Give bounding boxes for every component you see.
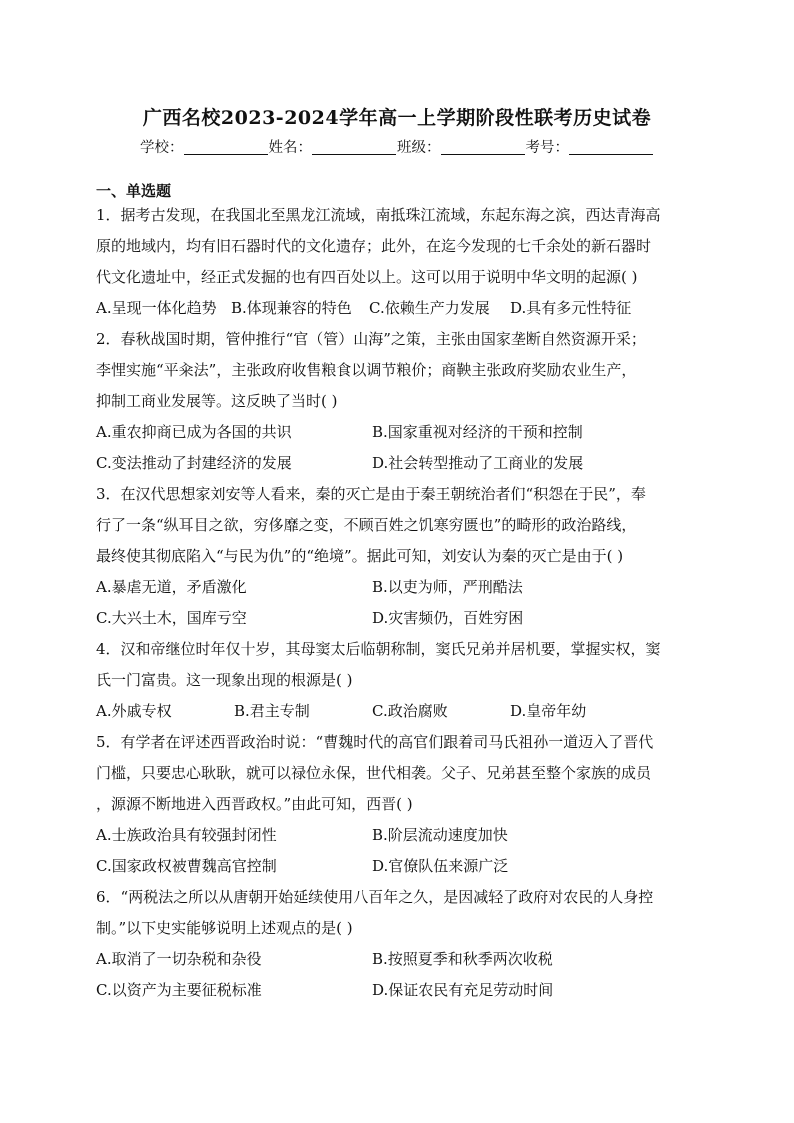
option-b[interactable]: B.按照夏季和秋季两次收税 bbox=[372, 950, 553, 968]
option-b[interactable]: B.以吏为师，严刑酷法 bbox=[372, 578, 523, 596]
number-label: 考号： bbox=[525, 140, 569, 156]
question-6-options bbox=[96, 944, 700, 1006]
option-c[interactable]: C.政治腐败 bbox=[372, 702, 448, 720]
question-line: 3．在汉代思想家刘安等人看来，秦的灭亡是由于秦王朝统治者们“积怨在于民”，奉 bbox=[96, 485, 646, 503]
question-2-options bbox=[96, 417, 700, 479]
question-line: 原的地域内，均有旧石器时代的文化遗存；此外，在迄今发现的七千余处的新石器时 bbox=[96, 237, 652, 255]
question-line: 制。”以下史实能够说明上述观点的是( ) bbox=[96, 919, 353, 937]
question-4-options bbox=[96, 696, 700, 727]
number-blank[interactable] bbox=[569, 140, 653, 155]
question-line: 1．据考古发现，在我国北至黑龙江流域，南抵珠江流域，东起东海之滨，西达青海高 bbox=[96, 206, 661, 224]
option-b[interactable]: B.君主专制 bbox=[234, 702, 310, 720]
option-b[interactable]: B.国家重视对经济的干预和控制 bbox=[372, 423, 583, 441]
question-5-options bbox=[96, 820, 700, 882]
question-line: 氏一门富贵。这一现象出现的根源是( ) bbox=[96, 671, 353, 689]
question-6 bbox=[96, 882, 700, 944]
question-line: 4．汉和帝继位时年仅十岁，其母窦太后临朝称制，窦氏兄弟并居机要，掌握实权，窦 bbox=[96, 640, 661, 658]
option-a[interactable]: A.暴虐无道，矛盾激化 bbox=[96, 578, 247, 596]
question-line: 5．有学者在评述西晋政治时说：“曹魏时代的高官们跟着司马氏祖孙一道迈入了晋代 bbox=[96, 733, 654, 751]
student-info-line bbox=[0, 136, 794, 157]
section-heading: 一、单选题 bbox=[96, 182, 172, 200]
option-d[interactable]: D.皇帝年幼 bbox=[510, 702, 587, 720]
class-label: 班级： bbox=[397, 140, 441, 156]
question-3-options bbox=[96, 572, 700, 634]
question-line: 行了一条“纵耳目之欲，穷侈靡之变，不顾百姓之饥寒穷匮也”的畸形的政治路线， bbox=[96, 516, 637, 534]
option-c[interactable]: C.国家政权被曹魏高官控制 bbox=[96, 857, 277, 875]
option-d[interactable]: D.具有多元性特征 bbox=[510, 299, 632, 317]
option-d[interactable]: D.官僚队伍来源广泛 bbox=[372, 857, 509, 875]
question-1-options bbox=[96, 293, 700, 324]
name-blank[interactable] bbox=[312, 140, 396, 155]
option-d[interactable]: D.保证农民有充足劳动时间 bbox=[372, 981, 554, 999]
option-c[interactable]: C.变法推动了封建经济的发展 bbox=[96, 454, 292, 472]
question-line: 代文化遗址中，经正式发掘的也有四百处以上。这可以用于说明中华文明的起源( ) bbox=[96, 268, 638, 286]
option-b[interactable]: B.阶层流动速度加快 bbox=[372, 826, 508, 844]
option-c[interactable]: C.大兴土木，国库亏空 bbox=[96, 609, 247, 627]
question-line: 6．“两税法之所以从唐朝开始延续使用八百年之久，是因减轻了政府对农民的人身控 bbox=[96, 888, 654, 906]
option-a[interactable]: A.重农抑商已成为各国的共识 bbox=[96, 423, 292, 441]
school-label: 学校： bbox=[140, 140, 184, 156]
name-label: 姓名： bbox=[268, 140, 312, 156]
question-line: 最终使其彻底陷入“与民为仇”的“绝境”。据此可知，刘安认为秦的灭亡是由于( ) bbox=[96, 547, 624, 565]
question-5 bbox=[96, 727, 700, 820]
question-line: 李悝实施“平籴法”，主张政府收售粮食以调节粮价；商鞅主张政府奖励农业生产， bbox=[96, 361, 637, 379]
question-3 bbox=[96, 479, 700, 572]
option-c[interactable]: C.以资产为主要征税标准 bbox=[96, 981, 262, 999]
option-a[interactable]: A.外戚专权 bbox=[96, 702, 172, 720]
question-4 bbox=[96, 634, 700, 696]
class-blank[interactable] bbox=[441, 140, 525, 155]
question-line: 门槛，只要忠心耿耿，就可以禄位永保，世代相袭。父子、兄弟甚至整个家族的成员 bbox=[96, 764, 652, 782]
option-d[interactable]: D.灾害频仍，百姓穷困 bbox=[372, 609, 524, 627]
option-a[interactable]: A.呈现一体化趋势 bbox=[96, 299, 217, 317]
question-2 bbox=[96, 324, 700, 417]
exam-title: 广西名校2023-2024学年高一上学期阶段性联考历史试卷 bbox=[142, 107, 652, 129]
option-d[interactable]: D.社会转型推动了工商业的发展 bbox=[372, 454, 584, 472]
option-a[interactable]: A.取消了一切杂税和杂役 bbox=[96, 950, 262, 968]
school-blank[interactable] bbox=[184, 140, 268, 155]
question-line: 2．春秋战国时期，管仲推行“官（管）山海”之策，主张由国家垄断自然资源开采； bbox=[96, 330, 646, 348]
option-a[interactable]: A.士族政治具有较强封闭性 bbox=[96, 826, 277, 844]
option-c[interactable]: C.依赖生产力发展 bbox=[369, 299, 490, 317]
question-line: ，源源不断地进入西晋政权。”由此可知，西晋( ) bbox=[96, 795, 413, 813]
question-line: 抑制工商业发展等。这反映了当时( ) bbox=[96, 392, 338, 410]
question-1 bbox=[96, 200, 700, 293]
option-b[interactable]: B.体现兼容的特色 bbox=[231, 299, 352, 317]
